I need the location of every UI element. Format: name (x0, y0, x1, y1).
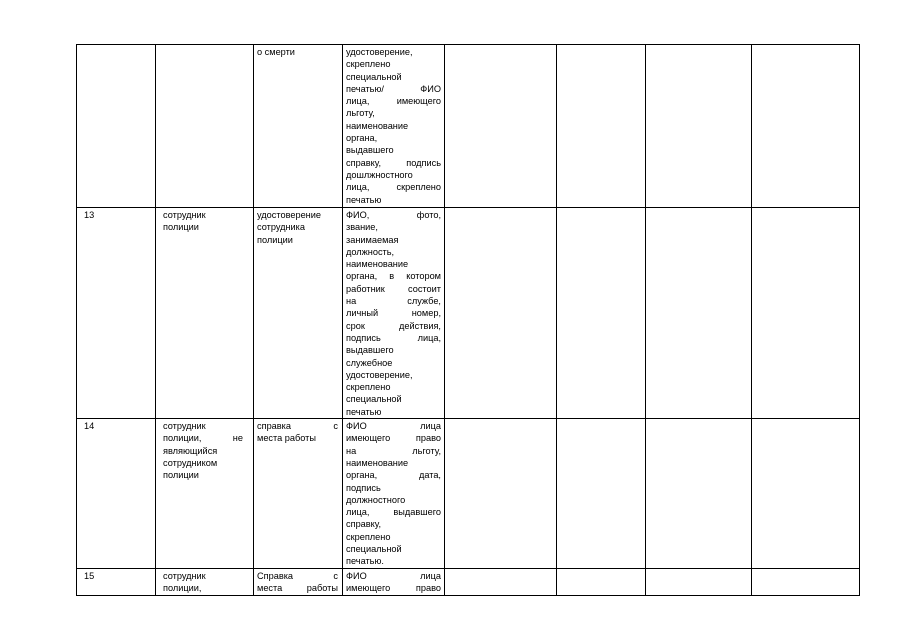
cell-line: выдавшего (346, 345, 394, 356)
empty-cell (752, 45, 860, 208)
cell-line: льготу, (346, 108, 375, 119)
cell-line: сотрудник (163, 210, 206, 220)
category-cell (156, 419, 254, 569)
details-cell (343, 208, 445, 419)
cell-line: удостоверение, (346, 369, 413, 380)
empty-cell (557, 569, 646, 596)
category-cell (156, 45, 254, 208)
benefits-table (76, 44, 860, 596)
cell-line: лица, имеющего (346, 96, 441, 107)
table-row (77, 45, 860, 208)
cell-line: печатью (346, 406, 382, 417)
empty-cell (445, 419, 557, 569)
cell-line: справку, подпись (346, 157, 441, 168)
cell-line: удостоверение (257, 210, 321, 220)
cell-line: органа, дата, (346, 470, 441, 481)
cell-line: личный номер, (346, 308, 441, 319)
details-cell (343, 569, 445, 596)
table-row (77, 419, 860, 569)
cell-line: удостоверение, (346, 47, 413, 57)
cell-line: сотрудник (163, 421, 206, 432)
cell-line: скреплено (346, 531, 391, 542)
cell-line: печатью (346, 194, 382, 205)
cell-line: подпись лица, (346, 332, 441, 343)
empty-cell (445, 208, 557, 419)
row-number-cell (77, 45, 156, 208)
cell-line: ФИО лица (346, 421, 441, 432)
cell-line: полиции, (163, 583, 202, 594)
empty-cell (445, 569, 557, 596)
cell-line: полиции (257, 234, 293, 245)
cell-line: справку, (346, 519, 382, 530)
empty-cell (445, 45, 557, 208)
cell-line: занимаемая (346, 234, 399, 245)
cell-line: срок действия, (346, 320, 441, 331)
cell-line: лица, выдавшего (346, 507, 441, 518)
cell-line: сотрудником (163, 457, 218, 468)
category-cell (156, 208, 254, 419)
cell-line: полиции (163, 470, 199, 481)
cell-line: наименование (346, 120, 409, 131)
details-cell (343, 45, 445, 208)
cell-line: специальной (346, 71, 402, 82)
empty-cell (557, 419, 646, 569)
row-number-cell: 14 (77, 419, 156, 569)
empty-cell (646, 419, 752, 569)
cell-line: места работы (257, 583, 338, 594)
empty-cell (646, 569, 752, 596)
table-body (77, 45, 860, 596)
cell-line: являющийся (163, 445, 218, 456)
empty-cell (646, 208, 752, 419)
cell-line: должность, (346, 246, 395, 257)
cell-line: дошлжностного (346, 169, 413, 180)
cell-line: органа, (346, 133, 378, 144)
cell-line: ФИО, фото, (346, 210, 441, 220)
document-cell (254, 45, 343, 208)
cell-line: имеющего право (346, 583, 441, 594)
table-row (77, 208, 860, 419)
cell-line: места работы (257, 433, 316, 444)
row-number-cell: 15 (77, 569, 156, 596)
cell-line: печатью. (346, 556, 384, 567)
cell-line: печатью/ ФИО (346, 83, 441, 94)
cell-line: должностного (346, 494, 406, 505)
category-cell (156, 569, 254, 596)
document-cell (254, 419, 343, 569)
document-cell (254, 208, 343, 419)
cell-line: о смерти (257, 47, 295, 57)
cell-line: работник состоит (346, 283, 441, 294)
cell-line: звание, (346, 222, 378, 233)
cell-line: имеющего право (346, 433, 441, 444)
cell-line: скреплено (346, 382, 391, 393)
empty-cell (646, 45, 752, 208)
cell-line: справка с (257, 421, 338, 432)
details-cell (343, 419, 445, 569)
cell-line: специальной (346, 544, 402, 555)
cell-line: на службе, (346, 296, 441, 307)
cell-line: специальной (346, 394, 402, 405)
cell-line: подпись (346, 482, 381, 493)
cell-line: служебное (346, 357, 393, 368)
cell-line: сотрудник (163, 571, 206, 582)
cell-line: сотрудника (257, 222, 306, 233)
empty-cell (752, 569, 860, 596)
empty-cell (752, 208, 860, 419)
cell-line: ФИО лица (346, 571, 441, 582)
cell-line: скреплено (346, 59, 391, 70)
empty-cell (557, 208, 646, 419)
cell-line: органа, в котором (346, 271, 441, 282)
cell-line: наименование (346, 259, 409, 270)
cell-line: на льготу, (346, 445, 441, 456)
cell-line: полиции, не (163, 433, 243, 444)
cell-line: лица, скреплено (346, 182, 441, 193)
table-row (77, 569, 860, 596)
cell-line: наименование (346, 457, 409, 468)
empty-cell (557, 45, 646, 208)
empty-cell (752, 419, 860, 569)
cell-line: выдавшего (346, 145, 394, 156)
document-cell (254, 569, 343, 596)
cell-line: полиции (163, 222, 199, 233)
cell-line: Справка с (257, 571, 338, 582)
row-number-cell: 13 (77, 208, 156, 419)
